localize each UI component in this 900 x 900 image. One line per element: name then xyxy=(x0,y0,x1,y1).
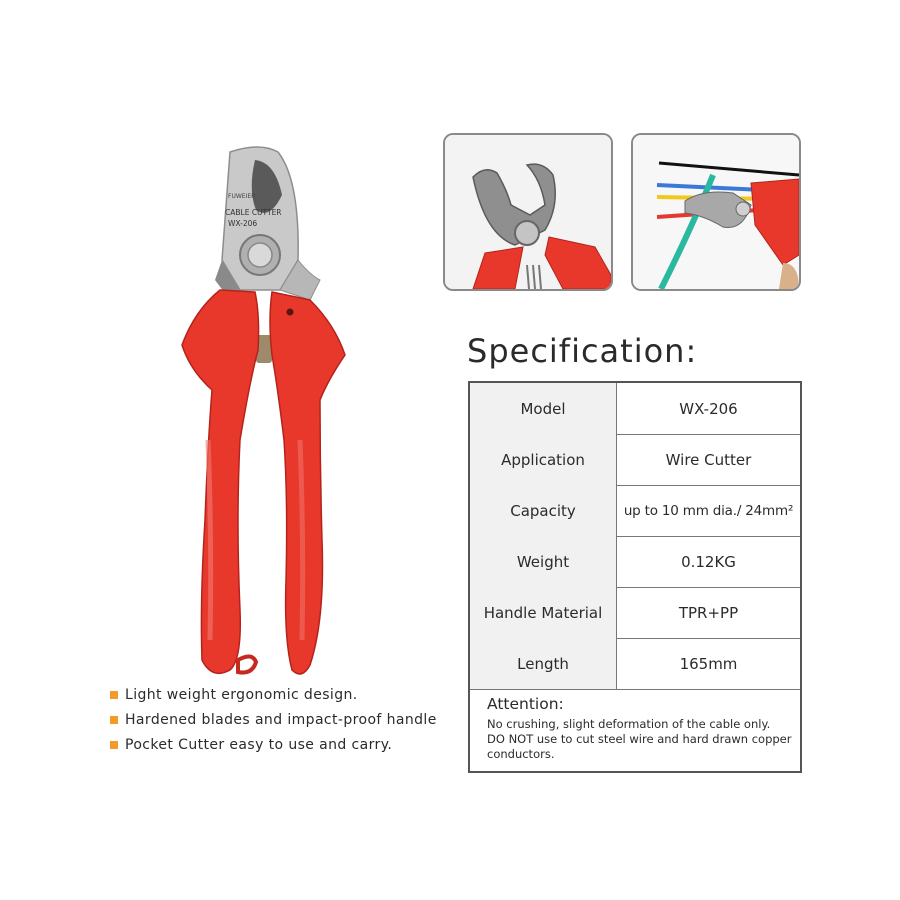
spec-label: Capacity xyxy=(470,485,617,536)
brand-marking: FUWEIER xyxy=(228,193,256,200)
bullet-icon xyxy=(110,716,118,724)
spec-label: Application xyxy=(470,434,617,485)
table-row xyxy=(470,383,800,435)
feature-text: Light weight ergonomic design. xyxy=(125,686,358,703)
spec-value: TPR+PP xyxy=(678,603,739,622)
thumbnail-cutter-head[interactable] xyxy=(443,133,613,291)
cable-cutter-illustration xyxy=(160,140,380,685)
spec-label: Handle Material xyxy=(470,587,617,638)
bullet-icon xyxy=(110,741,118,749)
feature-list xyxy=(110,682,460,757)
feature-item xyxy=(110,732,460,757)
spec-value: 165mm xyxy=(679,654,738,673)
attention-line: conductors. xyxy=(487,747,555,761)
product-marking: CABLE CUTTER xyxy=(225,208,282,217)
attention-title: Attention: xyxy=(487,695,564,713)
attention-note xyxy=(487,695,792,762)
attention-line: No crushing, slight deformation of the cable only. xyxy=(487,717,771,731)
feature-item xyxy=(110,682,460,707)
spec-value: WX-206 xyxy=(679,399,738,418)
cutting-wires-illustration xyxy=(633,135,799,289)
specification-title: Specification: xyxy=(467,332,698,370)
thumbnail-cutting-wires[interactable] xyxy=(631,133,801,291)
product-image-cable-cutter xyxy=(160,140,380,685)
cutter-head-illustration xyxy=(445,135,611,289)
specification-table xyxy=(468,381,802,773)
feature-text: Pocket Cutter easy to use and carry. xyxy=(125,736,393,753)
attention-line: DO NOT use to cut steel wire and hard drawn copper xyxy=(487,732,792,746)
table-row xyxy=(470,434,800,486)
table-row xyxy=(470,638,800,690)
spec-value: up to 10 mm dia./ 24mm² xyxy=(623,502,794,519)
spec-label: Weight xyxy=(470,536,617,587)
spec-value: Wire Cutter xyxy=(665,450,752,469)
feature-text: Hardened blades and impact-proof handle xyxy=(125,711,437,728)
table-row xyxy=(470,485,800,537)
model-marking: WX-206 xyxy=(228,219,258,228)
spec-label: Model xyxy=(470,383,617,434)
table-row xyxy=(470,587,800,639)
table-row xyxy=(470,536,800,588)
feature-item xyxy=(110,707,460,732)
spec-label: Length xyxy=(470,638,617,689)
bullet-icon xyxy=(110,691,118,699)
spec-value: 0.12KG xyxy=(681,552,736,571)
